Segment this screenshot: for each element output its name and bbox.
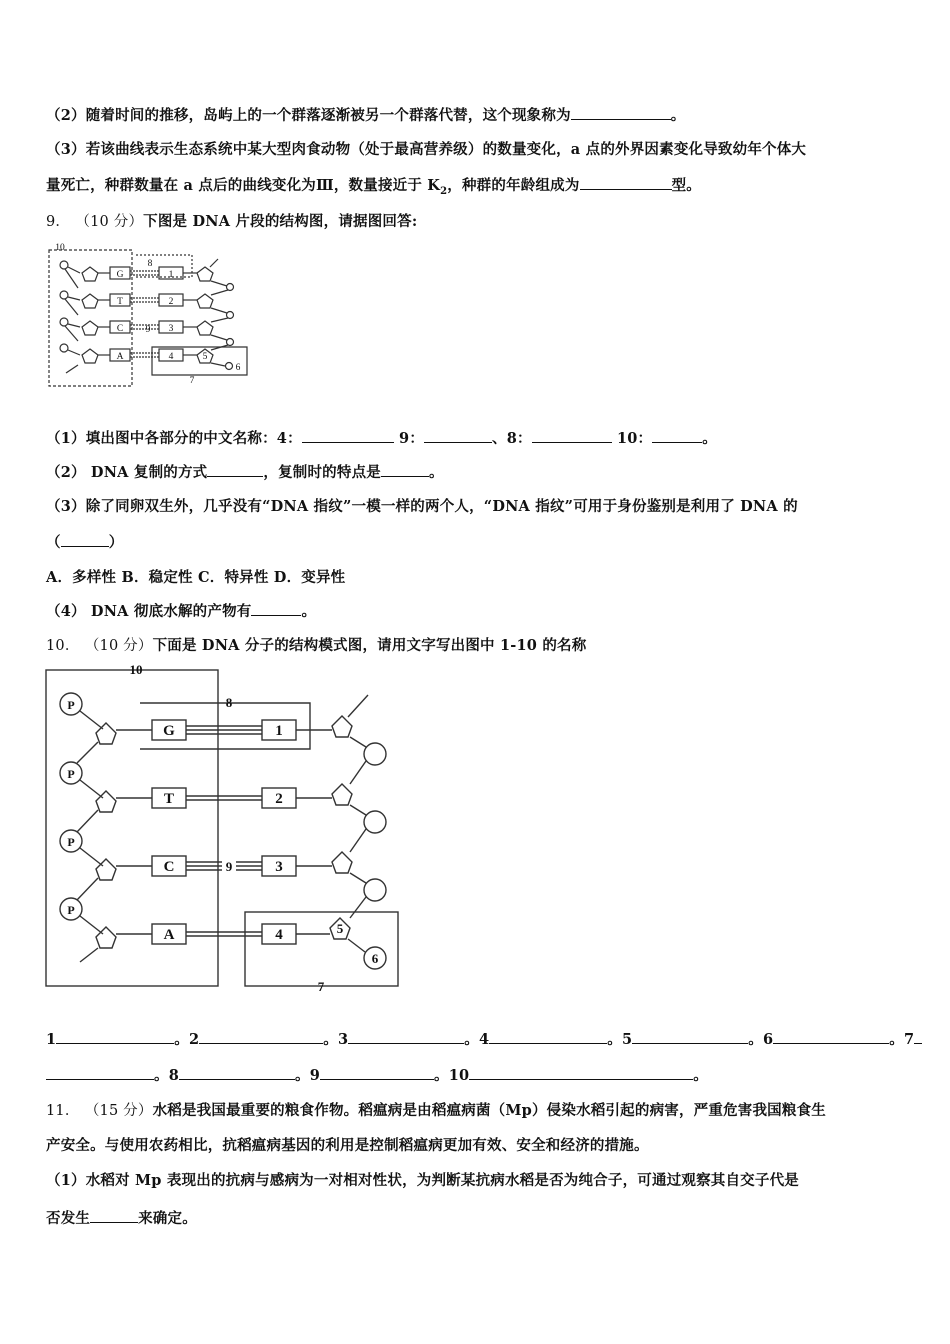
q11-stem-line1: 11． （15 分）水稻是我国最重要的粮食作物。稻瘟病是由稻瘟病菌（Mp）侵染水稻引起的病害，严重危害我国粮食生 [46, 1102, 826, 1119]
phosphate-label: P [67, 903, 75, 917]
q10-base-right-4: 4 [275, 927, 283, 943]
q9-base-right-2: 2 [168, 297, 174, 307]
answer-blank[interactable] [251, 603, 301, 616]
answer-blank[interactable] [207, 464, 263, 477]
q9-base-left-1: G [116, 270, 124, 280]
answer-blank[interactable] [90, 1210, 138, 1223]
q9-dna-figure [42, 240, 262, 390]
q9-sub3-answer: （ ） [46, 534, 124, 551]
q9-sub4: （4） DNA 彻底水解的产物有 。 [46, 603, 317, 620]
answer-blank[interactable] [571, 107, 671, 120]
q9-base-right-3: 3 [168, 324, 174, 334]
q10-label-8: 8 [225, 695, 233, 710]
q11-sub1-line1: （1）水稻对 Mp 表现出的抗病与感病为一对相对性状，为判断某抗病水稻是否为纯合子，可通过观察其自交子代是 [46, 1172, 799, 1189]
q9-base-right-4: 4 [168, 352, 174, 362]
answer-blank[interactable] [632, 1031, 748, 1044]
q8-part2: （2）随着时间的推移，岛屿上的一个群落逐渐被另一个群落代替，这个现象称为 。 [46, 107, 686, 124]
q9-base-left-2: T [117, 297, 123, 307]
answer-blank[interactable] [532, 430, 612, 443]
q9-sub3: （3）除了同卵双生外，几乎没有“DNA 指纹”一模一样的两个人，“DNA 指纹”可用于身份鉴别是利用了 DNA 的 [46, 498, 798, 515]
q11-sub1-line2: 否发生 来确定。 [46, 1210, 197, 1227]
q10-base-right-1: 1 [275, 723, 283, 739]
q10-base-left-2: T [163, 791, 175, 807]
answer-blank[interactable] [469, 1067, 693, 1080]
q10-dna-figure [40, 660, 410, 995]
q9-label-10: 10 [55, 243, 65, 253]
q10-label-9: 9 [225, 859, 233, 874]
q8-part3-line1: （3）若该曲线表示生态系统中某大型肉食动物（处于最高营养级）的数量变化，a 点的外界因素变化导致幼年个体大 [46, 141, 807, 158]
answer-blank[interactable] [320, 1067, 434, 1080]
answer-blank[interactable] [348, 1031, 464, 1044]
answer-blank[interactable] [489, 1031, 607, 1044]
q10-base-right-2: 2 [275, 791, 283, 807]
answer-blank[interactable] [46, 1067, 154, 1080]
q11-stem-line2: 产安全。与使用农药相比，抗稻瘟病基因的利用是控制稻瘟病更加有效、安全和经济的措施。 [46, 1137, 649, 1154]
phosphate-label: P [67, 698, 75, 712]
q10-base-left-1: G [163, 723, 175, 739]
answer-blank[interactable] [773, 1031, 889, 1044]
q9-label-9: 9 [145, 325, 151, 335]
q9-base-right-1: 1 [168, 270, 174, 280]
q10-base-left-3: C [163, 859, 175, 875]
q9-base-left-4: A [116, 352, 124, 362]
q9-sub2: （2） DNA 复制的方式 ，复制时的特点是 。 [46, 464, 444, 481]
answer-blank[interactable] [652, 430, 702, 443]
phosphate-label: P [67, 767, 75, 781]
q10-base-left-4: A [163, 927, 175, 943]
q10-base-right-3: 3 [275, 859, 283, 875]
q9-label-8: 8 [147, 259, 153, 269]
q9-base-left-3: C [116, 324, 124, 334]
answer-blank[interactable] [381, 464, 429, 477]
answer-blank[interactable] [56, 1031, 174, 1044]
phosphate-label: P [67, 835, 75, 849]
q9-label-5: 5 [202, 352, 208, 362]
q9-label-6: 6 [235, 363, 241, 373]
q10-label-7: 7 [317, 979, 325, 994]
q10-label-6: 6 [371, 951, 379, 966]
q9-options: A．多样性 B．稳定性 C．特异性 D．变异性 [46, 569, 346, 586]
q9-label-7: 7 [189, 376, 195, 386]
answer-blank[interactable] [914, 1031, 922, 1044]
answer-blank[interactable] [424, 430, 492, 443]
q10-stem: 10． （10 分）下面是 DNA 分子的结构模式图，请用文字写出图中 1-10 的名称 [46, 637, 587, 654]
q10-label-5: 5 [336, 921, 344, 936]
answer-blank[interactable] [199, 1031, 323, 1044]
q9-stem: 9． （10 分）下图是 DNA 片段的结构图，请据图回答: [46, 213, 418, 230]
answer-blank[interactable] [302, 430, 394, 443]
q8-part3-line2: 量死亡，种群数量在 a 点后的曲线变化为Ⅲ，数量接近于 $K_2$，种群的年龄组成为 型。 [46, 177, 701, 197]
q9-sub1: （1）填出图中各部分的中文名称：4： 9： 、8： 10： 。 [46, 430, 717, 447]
answer-blank[interactable] [61, 534, 109, 547]
q10-answers-line1: 1 。2 。3 。4 。5 。6 。7 [46, 1028, 922, 1049]
q10-label-10: 10 [129, 662, 143, 677]
q10-answers-line2: 。8 。9 。10 。 [46, 1064, 708, 1085]
answer-blank[interactable] [580, 177, 672, 190]
answer-blank[interactable] [179, 1067, 295, 1080]
